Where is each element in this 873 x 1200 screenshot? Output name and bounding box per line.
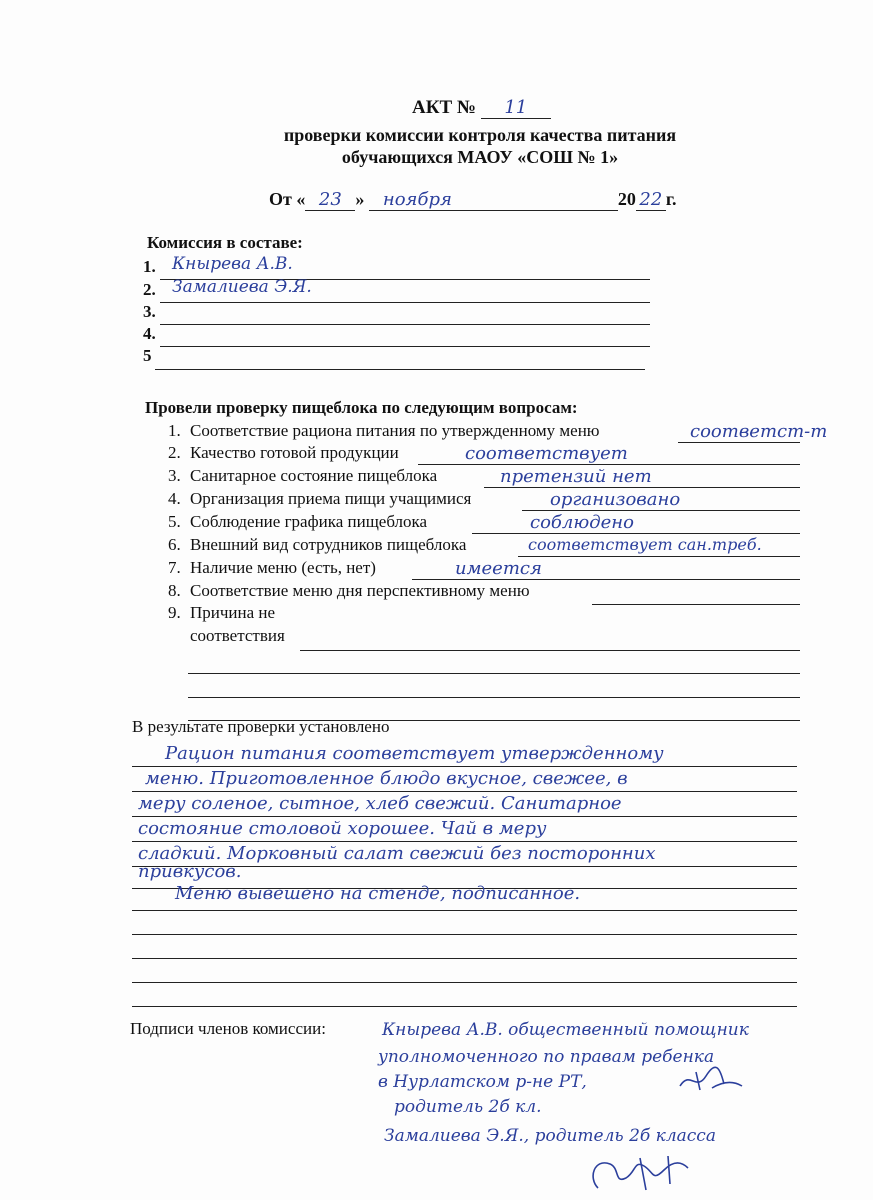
result-line: меню. Приготовленное блюдо вкусное, свежее, в <box>145 768 628 789</box>
answer-line <box>472 533 800 534</box>
commission-line <box>160 324 650 325</box>
result-line: Меню вывешено на стенде, подписанное. <box>175 883 581 904</box>
signature-scribble-2 <box>580 1148 700 1198</box>
answer-line <box>678 442 800 443</box>
commission-member-num: 3. <box>143 302 156 321</box>
check-item <box>168 512 427 532</box>
result-label: В результате проверки установлено <box>132 717 390 736</box>
check-num: 5. <box>168 512 181 531</box>
check-num: 3. <box>168 466 181 485</box>
ruled-line <box>132 958 797 959</box>
check-num: 4. <box>168 489 181 508</box>
answer-line <box>418 464 800 465</box>
ruled-line <box>132 766 797 767</box>
check-answer: соблюдено <box>530 512 634 533</box>
answer-line <box>518 556 800 557</box>
check-item <box>168 466 437 486</box>
date-day: 23 <box>305 189 355 211</box>
act-subtitle-line1: проверки комиссии контроля качества питания <box>283 125 677 145</box>
ruled-line <box>132 816 797 817</box>
check-answer: претензий нет <box>500 466 652 487</box>
commission-line <box>160 346 650 347</box>
ruled-line <box>132 982 797 983</box>
date-year-suffix: 22 <box>636 189 666 211</box>
signature-line: уполномоченного по правам ребенка <box>378 1047 715 1067</box>
commission-member-name: Замалиева Э.Я. <box>172 277 312 297</box>
blank-line <box>188 697 800 698</box>
date-prefix: От « <box>269 189 306 209</box>
date-year-end: г. <box>665 189 677 209</box>
check-question: Соответствие меню дня перспективному меню <box>190 581 530 600</box>
signature-line: Замалиева Э.Я., родитель 2б класса <box>384 1126 716 1146</box>
check-item <box>168 489 471 509</box>
act-number: 11 <box>481 97 551 119</box>
answer-line <box>412 579 800 580</box>
blank-line <box>188 673 800 674</box>
blank-line <box>300 650 800 651</box>
check-num: 8. <box>168 581 181 600</box>
date-mid: » <box>355 189 365 209</box>
commission-line <box>155 369 645 370</box>
check-answer: соответствует сан.треб. <box>528 535 762 554</box>
ruled-line <box>132 934 797 935</box>
signature-line: родитель 2б кл. <box>394 1097 542 1117</box>
check-answer: соответст-т <box>690 421 828 442</box>
act-subtitle-line2: обучающихся МАОУ «СОШ № 1» <box>341 147 619 167</box>
check-question: Внешний вид сотрудников пищеблока <box>190 535 467 554</box>
check-item <box>168 535 466 555</box>
check-item <box>168 421 600 441</box>
check-question: Причина не <box>190 603 276 622</box>
commission-member-num: 5 <box>143 346 152 365</box>
result-line: Рацион питания соответствует утвержденному <box>165 743 664 764</box>
ruled-line <box>132 791 797 792</box>
check-num: 7. <box>168 558 181 577</box>
answer-line <box>484 487 800 488</box>
signatures-label: Подписи членов комиссии: <box>130 1019 326 1038</box>
check-question: Соблюдение графика пищеблока <box>190 512 428 531</box>
check-question-cont: соответствия <box>190 626 285 645</box>
check-num: 6. <box>168 535 181 554</box>
commission-member-name: Кнырева А.В. <box>172 254 293 274</box>
answer-line <box>522 510 800 511</box>
act-title <box>412 97 551 119</box>
check-num: 9. <box>168 603 181 622</box>
date-month: ноября <box>369 189 618 211</box>
check-num: 2. <box>168 443 181 462</box>
ruled-line <box>132 910 797 911</box>
result-line: меру соленое, сытное, хлеб свежий. Санитарное <box>138 793 622 814</box>
ruled-line <box>132 1006 797 1007</box>
result-line: привкусов. <box>138 861 242 882</box>
act-label: АКТ № <box>412 97 477 118</box>
commission-label: Комиссия в составе: <box>147 233 303 252</box>
commission-member-num: 4. <box>143 324 156 343</box>
result-line: состояние столовой хорошее. Чай в меру <box>138 818 547 839</box>
commission-member-num: 2. <box>143 280 156 299</box>
check-answer: организовано <box>550 489 681 510</box>
check-item <box>168 443 399 463</box>
date-year-prefix: 20 <box>617 189 636 209</box>
check-answer: соответствует <box>465 443 628 464</box>
commission-line <box>160 302 650 303</box>
signature-scribble-1 <box>676 1064 746 1096</box>
check-question: Санитарное состояние пищеблока <box>190 466 438 485</box>
check-question: Качество готовой продукции <box>190 443 399 462</box>
ruled-line <box>132 841 797 842</box>
commission-member-num: 1. <box>143 257 156 276</box>
date-row <box>269 189 677 211</box>
check-item <box>168 581 530 601</box>
signature-line: в Нурлатском р-не РТ, <box>378 1072 587 1092</box>
checks-label: Провели проверку пищеблока по следующим вопросам: <box>145 398 578 417</box>
check-question: Организация приема пищи учащимися <box>190 489 472 508</box>
check-answer: имеется <box>455 558 542 579</box>
check-item <box>168 603 275 623</box>
check-num: 1. <box>168 421 181 440</box>
check-question: Наличие меню (есть, нет) <box>190 558 376 577</box>
check-item <box>168 558 376 578</box>
result-line: сладкий. Морковный салат свежий без посторонних <box>138 843 656 864</box>
signature-line: Кнырева А.В. общественный помощник <box>382 1020 749 1040</box>
check-question: Соответствие рациона питания по утвержденному меню <box>190 421 600 440</box>
answer-line <box>592 604 800 605</box>
